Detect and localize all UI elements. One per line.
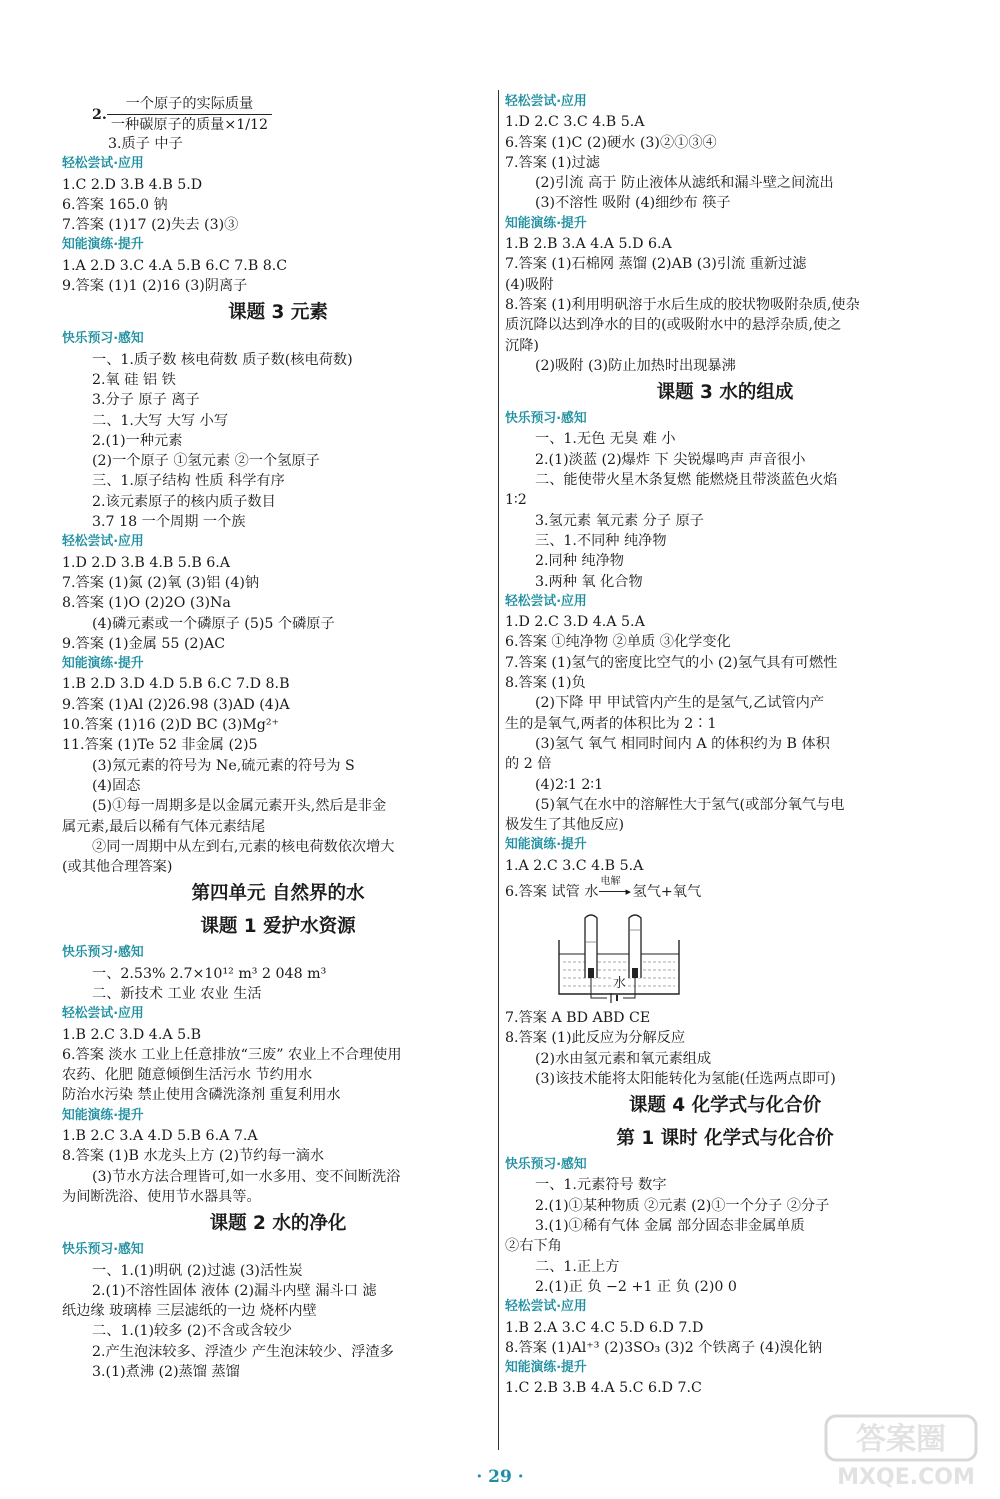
answer-line: 1∶2 [505, 492, 527, 509]
answer-line: 1.B 2.D 3.D 4.D 5.B 6.C 7.D 8.B [62, 676, 290, 693]
watermark-logo [822, 1412, 992, 1492]
answer-line: 二、1.正上方 [535, 1258, 620, 1275]
answer-line: 三、1.原子结构 性质 科学有序 [92, 473, 285, 490]
answer-line: (4)磷元素或一个磷原子 (5)5 个磷原子 [92, 615, 335, 632]
arrow-head: ▸ [625, 884, 632, 898]
answer-line: (4)固态 [92, 777, 141, 794]
answer-line: 6.答案 (1)C (2)硬水 (3)②①③④ [505, 134, 717, 151]
answer-line: 2.(1)不溶性固体 液体 (2)漏斗内壁 漏斗口 滤 [92, 1282, 377, 1299]
answer-line: (2)吸附 (3)防止加热时出现暴沸 [535, 357, 736, 374]
answer-line: 1.C 2.D 3.B 4.B 5.D [62, 176, 203, 193]
column-divider [498, 90, 499, 1450]
answer-line: 2.(1)一种元素 [92, 432, 183, 449]
answer-line: 7.答案 (1)氢气的密度比空气的小 (2)氢气具有可燃性 [505, 654, 838, 671]
water-label: 水 [611, 972, 628, 991]
lesson-title: 第四单元 自然界的水 [191, 883, 365, 905]
section-label: 轻松尝试·应用 [505, 593, 587, 609]
answer-line: 防治水污染 禁止使用含磷洗涤剂 重复利用水 [62, 1087, 341, 1104]
answer-line: 1.D 2.C 3.C 4.B 5.A [505, 114, 645, 131]
answer-line: 1.D 2.D 3.B 4.B 5.B 6.A [62, 554, 231, 571]
answer-line: 6.答案 165.0 钠 [62, 196, 168, 213]
answer-line: 属元素,最后以稀有气体元素结尾 [62, 818, 266, 835]
answer-line: 8.答案 (1)负 [505, 675, 586, 692]
answer-line: 沉降) [505, 337, 539, 354]
answer-line: (3)该技术能将太阳能转化为氢能(任选两点即可) [535, 1070, 836, 1087]
answer-line: 10.答案 (1)16 (2)D BC (3)Mg²⁺ [62, 717, 280, 734]
section-label: 知能演练·提升 [62, 1107, 144, 1123]
arrow-line [599, 891, 629, 892]
answer-line: 二、新技术 工业 农业 生活 [92, 985, 262, 1002]
answer-line: 8.答案 (1)O (2)2O (3)Na [62, 595, 231, 612]
page-number: · 29 · [476, 1467, 524, 1487]
answer-line: 二、1.(1)较多 (2)不含或含较少 [92, 1323, 293, 1340]
answer-line: 3.(1)煮沸 (2)蒸馏 蒸馏 [92, 1364, 240, 1381]
answer-line: 农药、化肥 随意倾倒生活污水 节约用水 [62, 1067, 313, 1084]
answer-line: 2.氧 硅 铝 铁 [92, 371, 176, 388]
section-label: 知能演练·提升 [505, 837, 587, 853]
answer-line: 9.答案 (1)1 (2)16 (3)阴离子 [62, 278, 248, 295]
answer-line: 一、1.质子数 核电荷数 质子数(核电荷数) [92, 351, 353, 368]
answer-line: 1.A 2.C 3.C 4.B 5.A [505, 857, 644, 874]
electrolysis-apparatus [505, 912, 945, 1008]
answer-line: (2)一个原子 ①氢元素 ②一个氢原子 [92, 453, 320, 470]
answer-line: ②同一周期中从左到右,元素的核电荷数依次增大 [92, 838, 395, 855]
section-label: 快乐预习·感知 [62, 331, 144, 347]
fraction-numerator: 一个原子的实际质量 [107, 94, 272, 115]
answer-line: 3.质子 中子 [108, 136, 183, 152]
answer-line: 7.答案 A BD ABD CE [505, 1009, 651, 1026]
answer-line: 8.答案 (1)Al⁺³ (2)3SO₃ (3)2 个铁离子 (4)溴化钠 [505, 1339, 823, 1356]
answer-line: 一、2.53% 2.7×10¹² m³ 2 048 m³ [92, 965, 327, 982]
answer-line: 1.B 2.C 3.A 4.D 5.B 6.A 7.A [62, 1128, 258, 1145]
answer-line: 一、1.元素符号 数字 [535, 1177, 667, 1194]
section-label: 知能演练·提升 [505, 1360, 587, 1376]
answer-line: 2.产生泡沫较多、浮渣少 产生泡沫较少、浮渣多 [92, 1343, 394, 1360]
answer-line: 1.B 2.C 3.D 4.A 5.B [62, 1026, 202, 1043]
section-label: 知能演练·提升 [505, 215, 587, 231]
answer-line: 2.(1)①某种物质 ②元素 (2)①一个分子 ②分子 [535, 1197, 830, 1214]
answer-line: 三、1.不同种 纯净物 [535, 532, 667, 549]
answer-line: 1.B 2.A 3.C 4.C 5.D 6.D 7.D [505, 1319, 704, 1336]
section-label: 轻松尝试·应用 [62, 156, 144, 172]
right-column [505, 92, 945, 1399]
answer-line: 极发生了其他反应) [505, 817, 625, 834]
answer-line: 8.答案 (1)此反应为分解反应 [505, 1030, 686, 1047]
section-label: 轻松尝试·应用 [505, 1299, 587, 1315]
section-label: 快乐预习·感知 [505, 1157, 587, 1173]
answer-line: 一、1.(1)明矾 (2)过滤 (3)活性炭 [92, 1262, 303, 1279]
answer-line: 8.答案 (1)利用明矾溶于水后生成的胶状物吸附杂质,使杂 [505, 296, 860, 313]
section-label: 轻松尝试·应用 [62, 1006, 144, 1022]
answer-line: 3.(1)①稀有气体 金属 部分固态非金属单质 [535, 1218, 805, 1235]
section-label: 快乐预习·感知 [505, 411, 587, 427]
answer-line: (4)2∶1 2∶1 [535, 776, 604, 793]
answer-line: (4)吸附 [505, 276, 554, 293]
svg-text:答案圈: 答案圈 [856, 1422, 946, 1457]
answer-line: 1.A 2.D 3.C 4.A 5.B 6.C 7.B 8.C [62, 257, 288, 274]
answer-line: 的 2 倍 [505, 756, 552, 773]
answer-line: 生的是氧气,两者的体积比为 2∶1 [505, 715, 717, 732]
item-number: 2. [92, 106, 107, 123]
section-label: 知能演练·提升 [62, 656, 144, 672]
answer-line: ②右下角 [505, 1238, 562, 1255]
reaction-condition: 电解 [600, 875, 621, 887]
answer-line: 3.分子 原子 离子 [92, 392, 200, 409]
answer-line: 2.(1)正 负 −2 +1 正 负 (2)0 0 [535, 1278, 737, 1295]
answer-line: 一、1.无色 无臭 难 小 [535, 431, 676, 448]
answer-line: 8.答案 (1)B 水龙头上方 (2)节约每一滴水 [62, 1148, 325, 1165]
answer-line: (或其他合理答案) [62, 859, 173, 876]
lesson-title: 课题 3 水的组成 [656, 382, 794, 404]
reaction-arrow [599, 875, 633, 899]
answer-line: 二、能使带火星木条复燃 能燃烧且带淡蓝色火焰 [535, 472, 838, 489]
section-label: 知能演练·提升 [62, 237, 144, 253]
equation-products: 氢气+氧气 [632, 883, 702, 900]
answer-line: 二、1.大写 大写 小写 [92, 412, 229, 429]
fraction-denominator: 一种碳原子的质量×1/12 [110, 117, 269, 134]
answer-line: 9.答案 (1)金属 55 (2)AC [62, 635, 226, 652]
answer-line: (2)引流 高于 防止液体从滤纸和漏斗壁之间流出 [535, 175, 834, 192]
answer-line: 1.D 2.C 3.D 4.A 5.A [505, 614, 645, 631]
answer-line: 2.该元素原子的核内质子数目 [92, 493, 276, 510]
answer-line: (2)水由氢元素和氧元素组成 [535, 1050, 712, 1067]
answer-line: 6.答案 ①纯净物 ②单质 ③化学变化 [505, 634, 731, 651]
section-label: 快乐预习·感知 [62, 945, 144, 961]
equation-prefix: 6.答案 试管 水 [505, 883, 599, 900]
lesson-title: 课题 3 元素 [228, 302, 328, 324]
answer-line: (3)氢气 氧气 相同时间内 A 的体积约为 B 体积 [535, 735, 830, 752]
fraction [107, 94, 272, 136]
answer-line: (3)氖元素的符号为 Ne,硫元素的符号为 S [92, 757, 355, 774]
answer-line: 7.答案 (1)过滤 [505, 154, 600, 171]
answer-line: (3)节水方法合理皆可,如一水多用、变不间断洗浴 [92, 1168, 401, 1185]
answer-line: 1.C 2.B 3.B 4.A 5.C 6.D 7.C [505, 1380, 702, 1397]
answer-line: 纸边缘 玻璃棒 三层滤纸的一边 烧杯内壁 [62, 1303, 317, 1320]
answer-line: 7.答案 (1)17 (2)失去 (3)③ [62, 217, 239, 234]
answer-line: (5)①每一周期多是以金属元素开头,然后是非金 [92, 798, 387, 815]
answer-line: 1.B 2.B 3.A 4.A 5.D 6.A [505, 236, 672, 253]
answer-line: 7.答案 (1)氮 (2)氧 (3)铝 (4)钠 [62, 574, 260, 591]
section-label: 快乐预习·感知 [62, 1242, 144, 1258]
lesson-title: 课题 4 化学式与化合价 [628, 1095, 822, 1117]
answer-line: 9.答案 (1)Al (2)26.98 (3)AD (4)A [62, 696, 290, 713]
answer-line: 3.两种 氧 化合物 [535, 573, 643, 590]
section-label: 轻松尝试·应用 [62, 534, 144, 550]
answer-line: (5)氧气在水中的溶解性大于氢气(或部分氧气与电 [535, 796, 845, 813]
answer-line: (2)下降 甲 甲试管内产生的是氢气,乙试管内产 [535, 695, 825, 712]
answer-line: 6.答案 淡水 工业上任意排放“三废” 农业上不合理使用 [62, 1046, 402, 1063]
svg-text:MXQE.COM: MXQE.COM [837, 1465, 975, 1490]
equation-line [505, 876, 945, 912]
answer-line: 3.氢元素 氧元素 分子 原子 [535, 512, 704, 529]
lesson-title: 课题 1 爱护水资源 [200, 916, 356, 938]
lesson-title: 课题 2 水的净化 [209, 1213, 347, 1235]
fraction-line [62, 92, 494, 134]
section-label: 轻松尝试·应用 [505, 94, 587, 109]
answer-line: 质沉降以达到净水的目的(或吸附水中的悬浮杂质,使之 [505, 317, 842, 334]
answer-line: 11.答案 (1)Te 52 非金属 (2)5 [62, 737, 258, 754]
answer-line: 2.(1)淡蓝 (2)爆炸 下 尖锐爆鸣声 声音很小 [535, 451, 806, 468]
lesson-title: 第 1 课时 化学式与化合价 [616, 1128, 834, 1150]
answer-line: 为间断洗浴、使用节水器具等。 [62, 1188, 261, 1205]
answer-line: 7.答案 (1)石棉网 蒸馏 (2)AB (3)引流 重新过滤 [505, 256, 807, 273]
left-column [62, 92, 494, 1382]
answer-line: 2.同种 纯净物 [535, 553, 624, 570]
answer-line: (3)不溶性 吸附 (4)细纱布 筷子 [535, 195, 731, 212]
answer-line: 3.7 18 一个周期 一个族 [92, 514, 246, 531]
